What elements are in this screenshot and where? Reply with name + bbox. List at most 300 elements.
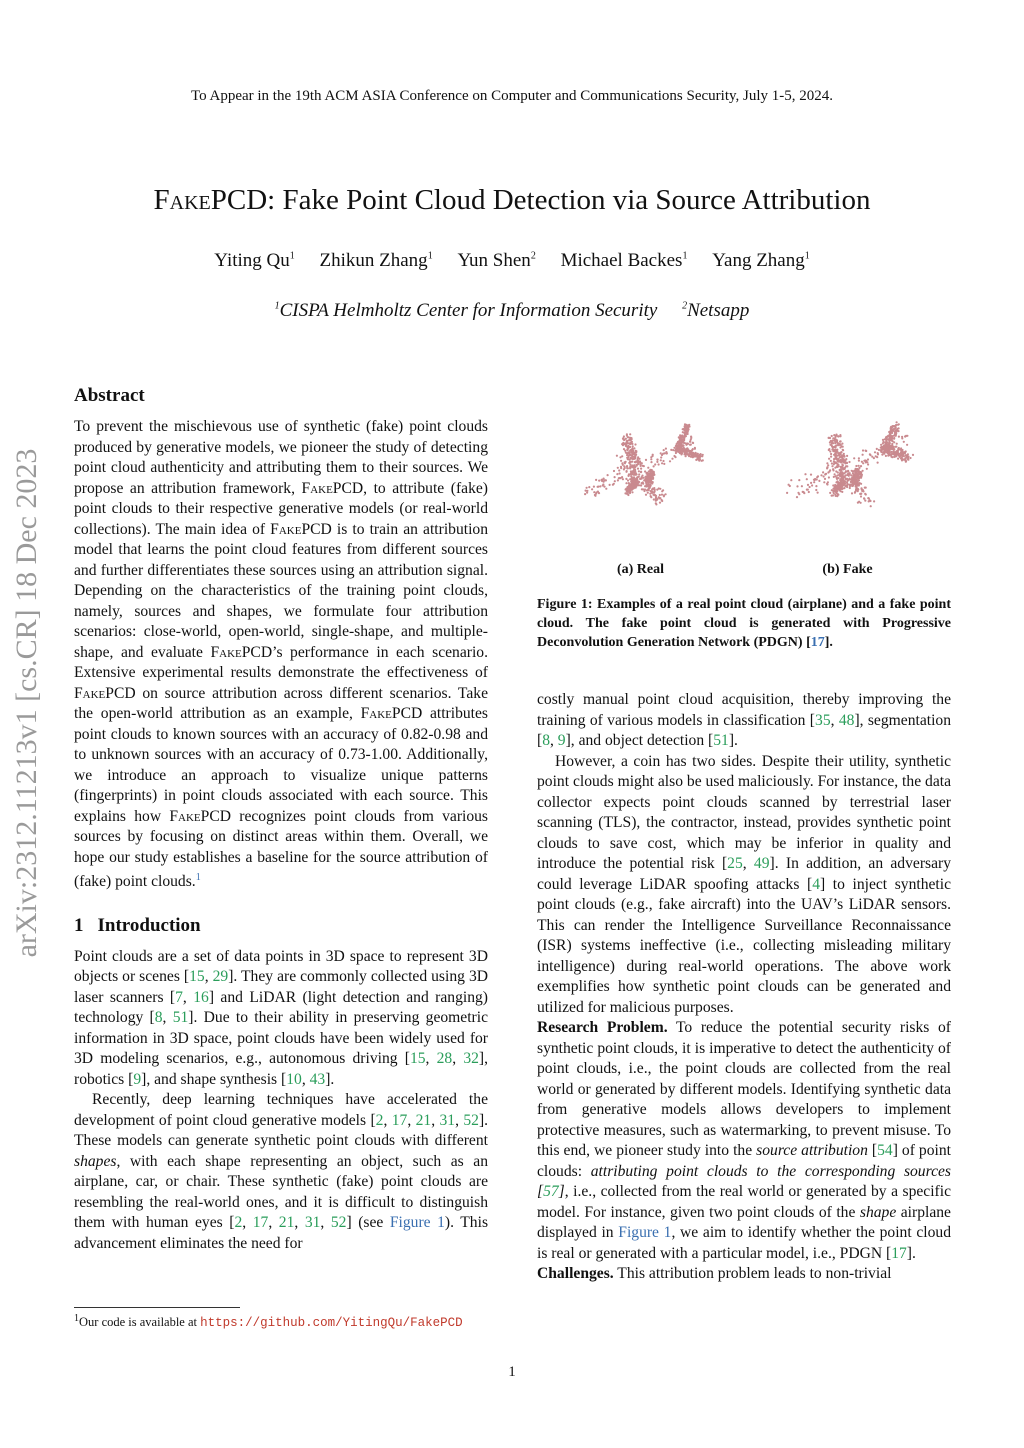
point — [676, 441, 678, 443]
point — [843, 456, 845, 458]
point — [660, 456, 662, 458]
point — [693, 447, 695, 449]
point — [806, 484, 808, 486]
citation-link[interactable]: 49 — [753, 855, 770, 872]
point — [807, 491, 809, 493]
point — [630, 466, 632, 468]
point — [611, 484, 613, 486]
point — [658, 494, 660, 496]
point — [828, 437, 830, 439]
point — [838, 460, 840, 462]
point — [826, 481, 828, 483]
title-system-name: FakePCD — [153, 184, 268, 216]
citation-link[interactable]: 15 — [409, 1050, 426, 1068]
point — [815, 485, 817, 487]
point — [835, 454, 837, 456]
citation-link[interactable]: 52 — [330, 1214, 347, 1232]
point — [840, 472, 842, 474]
point — [830, 489, 832, 491]
point — [853, 470, 855, 472]
citation-link[interactable]: 35 — [815, 711, 831, 729]
point — [635, 480, 637, 482]
point — [830, 456, 832, 458]
citation-link[interactable]: 32 — [463, 1050, 479, 1068]
point — [906, 454, 908, 456]
point — [613, 480, 615, 482]
point — [641, 481, 643, 483]
citation-link[interactable]: 31 — [304, 1214, 321, 1232]
point — [701, 459, 703, 461]
citation-link[interactable]: 25 — [727, 855, 743, 872]
figure-1 — [537, 420, 951, 652]
point — [846, 483, 848, 485]
citation-link[interactable]: 48 — [838, 711, 855, 729]
point — [635, 451, 637, 453]
github-link[interactable]: https://github.com/YitingQu/FakePCD — [200, 1316, 463, 1331]
point — [647, 467, 649, 469]
point — [816, 492, 818, 494]
point — [888, 442, 890, 444]
real-point-cloud-airplane — [566, 420, 716, 510]
citation-link[interactable]: 17 — [810, 635, 825, 650]
point — [616, 479, 618, 481]
citation-link[interactable]: 51 — [172, 1009, 189, 1027]
point — [629, 463, 631, 465]
point — [633, 447, 635, 449]
point — [857, 476, 859, 478]
point — [638, 473, 640, 475]
point — [827, 471, 829, 473]
point — [658, 502, 660, 504]
point — [625, 435, 627, 437]
point — [896, 424, 898, 426]
point — [616, 467, 618, 469]
point — [681, 440, 683, 442]
point — [835, 466, 837, 468]
point — [833, 446, 835, 448]
system-name: FakePCD — [360, 705, 423, 722]
citation-link[interactable]: 7 — [175, 988, 183, 1006]
point — [629, 461, 631, 463]
point — [890, 451, 892, 453]
point — [644, 494, 646, 496]
point — [820, 474, 822, 476]
point — [869, 454, 871, 456]
point — [894, 435, 896, 437]
point — [673, 447, 675, 449]
research-problem-paragraph: Research Problem. To reduce the potential security risks of synthetic point clouds, it is imperative to detect the authenticity of point clouds, i.e., the point clouds are collected from the real world or generated by different models. Identifying synthetic data from generative models allows developers to implement protective measures, such as watermarking, to prevent misuse. To this end, we pioneer study into the source attribution [54] of point clouds: attributing point clouds to the corresponding sources [57], i.e., collected from the real world or generated by a specific model. For instance, given two point clouds of the shape airplane displayed in Figure 1, we aim to identify whether the point cloud is real or generated with a particular model, i.e., PDGN [17]. — [537, 1019, 952, 1262]
point — [848, 484, 850, 486]
point — [786, 492, 788, 494]
point — [884, 444, 886, 446]
point — [804, 473, 806, 475]
point — [647, 484, 649, 486]
point — [663, 463, 665, 465]
point — [869, 500, 871, 502]
point — [818, 480, 820, 482]
point — [829, 460, 831, 462]
point — [585, 487, 587, 489]
point — [639, 484, 641, 486]
point — [829, 492, 831, 494]
citation-link[interactable]: 2 — [234, 1214, 243, 1232]
point — [893, 441, 895, 443]
point — [650, 496, 652, 498]
point — [824, 473, 826, 475]
point — [677, 451, 679, 453]
citation-link[interactable]: 9 — [133, 1070, 142, 1088]
point — [841, 488, 843, 490]
point — [688, 424, 690, 426]
point — [679, 448, 681, 450]
point — [830, 444, 832, 446]
point — [650, 469, 652, 471]
point — [618, 469, 620, 471]
author: Zhikun Zhang$^1$ — [319, 250, 433, 271]
point — [675, 450, 677, 452]
arxiv-identifier-stamp: arXiv:2312.11213v1 [cs.CR] 18 Dec 2023 — [10, 448, 43, 958]
citation-link[interactable]: 29 — [212, 968, 229, 986]
point — [689, 438, 691, 440]
point — [864, 487, 866, 489]
point — [829, 440, 831, 442]
point — [884, 455, 886, 457]
citation-link[interactable]: 17 — [252, 1214, 269, 1232]
point — [830, 462, 832, 464]
citation-link[interactable]: 28 — [436, 1050, 453, 1068]
point — [642, 477, 644, 479]
point — [805, 489, 807, 491]
point — [658, 497, 660, 499]
figure-link[interactable]: Figure 1 — [618, 1224, 672, 1241]
point — [897, 447, 899, 449]
point — [809, 474, 811, 476]
point — [890, 435, 892, 437]
citation-link[interactable]: 52 — [463, 1111, 479, 1129]
point — [637, 470, 639, 472]
point — [661, 500, 663, 502]
point — [895, 455, 897, 457]
point — [662, 460, 664, 462]
citation-link[interactable]: 9 — [557, 732, 566, 749]
point — [857, 465, 859, 467]
point — [831, 494, 833, 496]
point — [689, 444, 691, 446]
point — [834, 441, 836, 443]
point — [647, 482, 649, 484]
point — [619, 466, 621, 468]
point — [842, 479, 844, 481]
point — [859, 465, 861, 467]
point — [892, 428, 894, 430]
author-list — [0, 250, 1024, 272]
point — [897, 430, 899, 432]
system-name: FakePCD — [74, 684, 136, 702]
point — [631, 491, 633, 493]
point — [864, 493, 866, 495]
point — [860, 474, 862, 476]
point — [861, 454, 863, 456]
citation-link[interactable]: 16 — [193, 988, 209, 1006]
point — [653, 490, 655, 492]
point — [840, 451, 842, 453]
point — [885, 440, 887, 442]
point — [650, 461, 652, 463]
point — [842, 449, 844, 451]
point — [622, 448, 624, 450]
citation-link[interactable]: 21 — [278, 1214, 295, 1232]
citation-link[interactable]: 54 — [877, 1142, 893, 1159]
point — [640, 488, 642, 490]
point — [854, 474, 856, 476]
citation-link[interactable]: 8 — [154, 1009, 163, 1027]
point — [698, 460, 700, 462]
point — [891, 456, 893, 458]
point — [621, 462, 623, 464]
point — [887, 435, 889, 437]
point — [851, 484, 853, 486]
point — [811, 484, 813, 486]
point — [827, 464, 829, 466]
citation-link[interactable]: 10 — [286, 1070, 302, 1088]
point — [883, 452, 885, 454]
point — [686, 428, 688, 430]
point — [834, 495, 836, 497]
point — [629, 437, 631, 439]
point — [826, 483, 828, 485]
point — [636, 463, 638, 465]
point — [827, 449, 829, 451]
abstract-heading: Abstract — [74, 385, 145, 406]
point — [689, 452, 691, 454]
point — [602, 483, 604, 485]
point — [795, 496, 797, 498]
point — [864, 461, 866, 463]
point — [828, 458, 830, 460]
citation-link[interactable]: 15 — [189, 968, 205, 986]
point — [621, 476, 623, 478]
point — [588, 486, 590, 488]
point — [683, 442, 685, 444]
point — [603, 486, 605, 488]
point — [905, 456, 907, 458]
figure-link[interactable]: Figure 1 — [389, 1214, 445, 1232]
citation-link[interactable]: 21 — [415, 1111, 432, 1129]
point — [860, 493, 862, 495]
point — [645, 477, 647, 479]
point — [634, 461, 636, 463]
right-column — [537, 690, 951, 1285]
point — [596, 486, 598, 488]
fake-point-cloud-airplane — [773, 420, 923, 510]
subcaption-fake: (b) Fake — [822, 562, 873, 577]
point — [835, 478, 837, 480]
point — [841, 476, 843, 478]
point — [653, 494, 655, 496]
point — [826, 462, 828, 464]
citation-link[interactable]: 51 — [713, 732, 729, 749]
point — [645, 485, 647, 487]
point — [584, 493, 586, 495]
point — [911, 454, 913, 456]
point — [859, 495, 861, 497]
system-name: FakePCD — [301, 479, 364, 497]
point — [696, 453, 698, 455]
citation-link[interactable]: 17 — [891, 1244, 907, 1262]
point — [895, 443, 897, 445]
point — [801, 491, 803, 493]
point — [626, 467, 628, 469]
point — [626, 493, 628, 495]
point — [857, 479, 859, 481]
point — [592, 486, 594, 488]
point — [692, 442, 694, 444]
citation-link[interactable]: 31 — [439, 1111, 456, 1129]
point — [608, 484, 610, 486]
point — [846, 455, 848, 457]
point — [685, 448, 687, 450]
point — [841, 446, 843, 448]
point — [857, 471, 859, 473]
point — [858, 482, 860, 484]
point — [861, 470, 863, 472]
point — [885, 449, 887, 451]
point — [672, 449, 674, 451]
point — [840, 460, 842, 462]
point — [650, 473, 652, 475]
point — [850, 474, 852, 476]
point — [675, 443, 677, 445]
point — [620, 460, 622, 462]
point — [684, 434, 686, 436]
point — [630, 449, 632, 451]
title-rest: : Fake Point Cloud Detection via Source Attribution — [267, 184, 871, 216]
point — [641, 465, 643, 467]
point — [638, 458, 640, 460]
point — [631, 445, 633, 447]
point — [630, 475, 632, 477]
point — [687, 454, 689, 456]
point — [858, 501, 860, 503]
point — [655, 503, 657, 505]
point — [902, 441, 904, 443]
point — [641, 475, 643, 477]
point — [652, 474, 654, 476]
point — [660, 494, 662, 496]
point — [893, 448, 895, 450]
figure-panel-real — [541, 420, 741, 578]
point — [830, 453, 832, 455]
point — [893, 425, 895, 427]
point — [844, 470, 846, 472]
point — [624, 492, 626, 494]
point — [856, 485, 858, 487]
point — [629, 433, 631, 435]
point — [904, 459, 906, 461]
point — [850, 492, 852, 494]
citation-link[interactable]: 8 — [542, 732, 550, 749]
point — [664, 448, 666, 450]
point — [836, 480, 838, 482]
point — [639, 463, 641, 465]
point — [670, 449, 672, 451]
point — [629, 439, 631, 441]
point — [686, 430, 688, 432]
point — [656, 459, 658, 461]
point — [631, 479, 633, 481]
point — [808, 486, 810, 488]
point — [843, 487, 845, 489]
point — [822, 471, 824, 473]
citation-link[interactable]: 43 — [309, 1070, 326, 1088]
footnote-marker[interactable]: 1 — [195, 872, 201, 883]
point — [855, 481, 857, 483]
point — [839, 466, 841, 468]
point — [680, 451, 682, 453]
point — [631, 447, 633, 449]
citation-link[interactable]: 17 — [391, 1111, 408, 1129]
point — [701, 454, 703, 456]
point — [832, 468, 834, 470]
point — [657, 463, 659, 465]
point — [895, 450, 897, 452]
point — [662, 449, 664, 451]
citation-link[interactable]: 4 — [812, 875, 820, 893]
point — [901, 437, 903, 439]
point — [883, 447, 885, 449]
point — [823, 481, 825, 483]
point — [675, 445, 677, 447]
point — [659, 452, 661, 454]
point — [633, 481, 635, 483]
runin-heading: Research Problem. — [537, 1019, 668, 1036]
point — [832, 437, 834, 439]
point — [685, 452, 687, 454]
point — [649, 490, 651, 492]
point — [858, 467, 860, 469]
point — [831, 439, 833, 441]
point — [646, 492, 648, 494]
point — [668, 460, 670, 462]
point — [682, 448, 684, 450]
point — [840, 479, 842, 481]
author: Yang Zhang$^1$ — [712, 250, 810, 271]
point — [628, 452, 630, 454]
point — [844, 467, 846, 469]
point — [827, 476, 829, 478]
point — [892, 451, 894, 453]
point — [635, 454, 637, 456]
citation-link[interactable]: 2 — [375, 1111, 384, 1129]
point — [651, 454, 653, 456]
point — [629, 442, 631, 444]
point — [686, 443, 688, 445]
point — [623, 467, 625, 469]
point — [633, 486, 635, 488]
subcaption-real: (a) Real — [616, 562, 665, 577]
point — [864, 459, 866, 461]
citation-link[interactable]: 57 — [543, 1183, 559, 1200]
left-column — [74, 385, 488, 1254]
point — [651, 488, 653, 490]
point — [836, 474, 838, 476]
point — [631, 452, 633, 454]
point — [839, 446, 841, 448]
point — [627, 487, 629, 489]
point — [895, 421, 897, 423]
point — [897, 458, 899, 460]
point — [606, 474, 608, 476]
